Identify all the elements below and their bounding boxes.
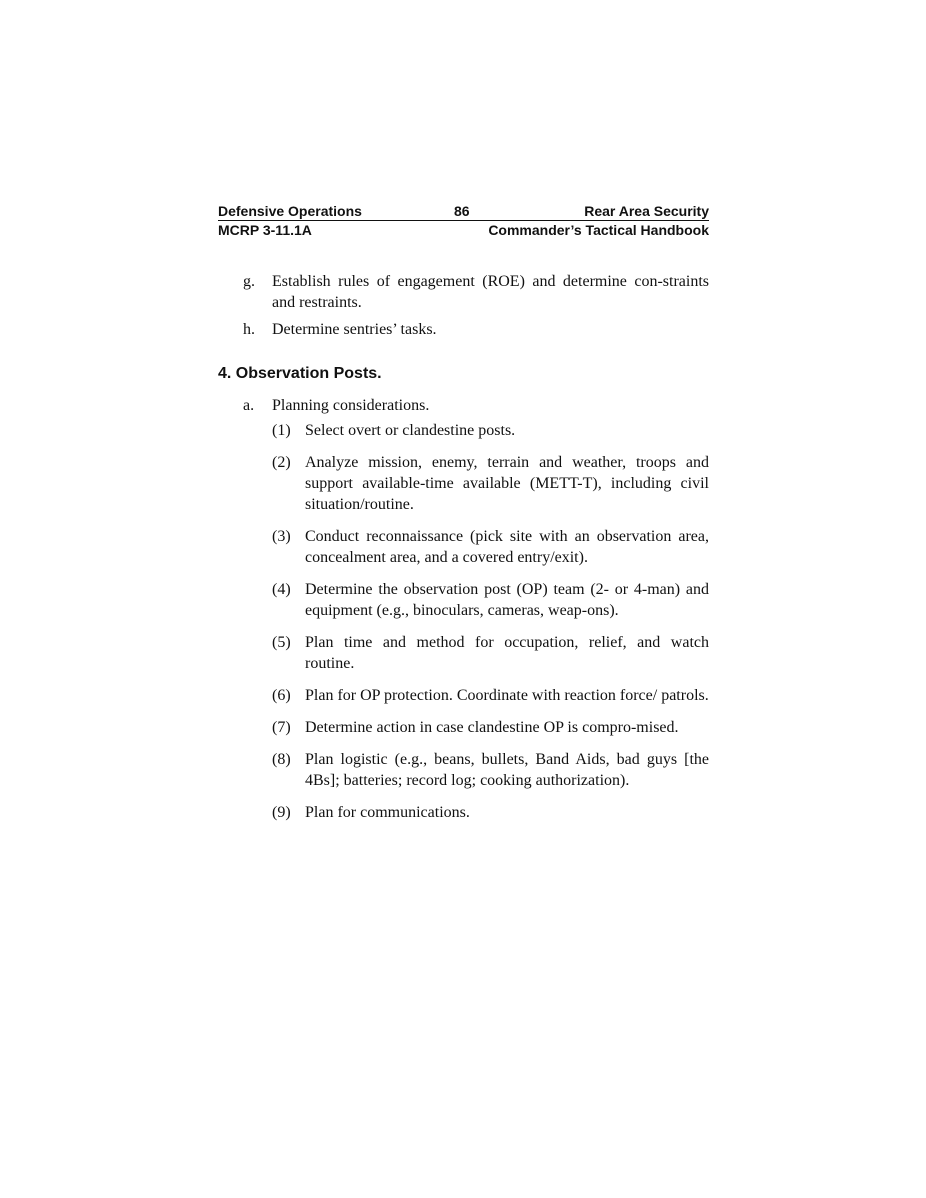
sub-list-marker: (7) [272, 719, 291, 736]
sub-list-marker: (3) [272, 528, 291, 545]
section-heading: 4. Observation Posts. [218, 365, 382, 382]
header-row-bottom [218, 221, 709, 239]
sub-list-item [218, 632, 709, 674]
document-body [218, 271, 709, 823]
list-marker: a. [243, 397, 255, 414]
sub-list-marker: (8) [272, 751, 291, 768]
sub-list-item-text: Plan for communications. [305, 804, 470, 821]
sub-list-marker: (6) [272, 687, 291, 704]
sub-list-item [218, 717, 709, 738]
sub-list-marker: (2) [272, 454, 291, 471]
header-publication-id: MCRP 3-11.1A [218, 222, 312, 238]
sub-list-item-text: Plan for OP protection. Coordinate with reaction force/ patrols. [305, 687, 709, 704]
sub-list-marker: (5) [272, 634, 291, 651]
list-item-text: Planning considerations. [272, 397, 430, 414]
sub-list-item-text: Determine the observation post (OP) team (2- or 4-man) and equipment (e.g., binoculars, cameras, weap-ons). [305, 581, 709, 619]
sub-list-item [218, 749, 709, 791]
list-item [218, 395, 709, 416]
sub-list [218, 420, 709, 823]
sub-list-item-text: Plan logistic (e.g., beans, bullets, Band Aids, bad guys [the 4Bs]; batteries; record log; cooking authorization). [305, 751, 709, 789]
sub-list-item-text: Determine action in case clandestine OP is compro-mised. [305, 719, 679, 736]
list-item-text: Determine sentries’ tasks. [272, 321, 437, 338]
running-header [218, 202, 709, 239]
sub-list-item [218, 579, 709, 621]
header-chapter-title: Defensive Operations [218, 203, 362, 219]
header-publication-title: Commander’s Tactical Handbook [488, 222, 709, 238]
sub-list-item [218, 526, 709, 568]
sub-list-item [218, 452, 709, 515]
document-page [218, 202, 709, 834]
sub-list-marker: (9) [272, 804, 291, 821]
sub-list-marker: (1) [272, 422, 291, 439]
header-section-title: Rear Area Security [584, 203, 709, 219]
sub-list-marker: (4) [272, 581, 291, 598]
sub-list-item [218, 802, 709, 823]
list-item [218, 271, 709, 313]
list-marker: g. [243, 273, 255, 290]
sub-list-item-text: Plan time and method for occupation, relief, and watch routine. [305, 634, 709, 672]
list-item [218, 319, 709, 340]
sub-list-item-text: Analyze mission, enemy, terrain and weather, troops and support available-time available (METT-T), including civil situation/routine. [305, 454, 709, 513]
sub-list-item-text: Select overt or clandestine posts. [305, 422, 516, 439]
sub-list-item [218, 685, 709, 706]
sub-list-item [218, 420, 709, 441]
header-row-top [218, 202, 709, 221]
sub-list-item-text: Conduct reconnaissance (pick site with an observation area, concealment area, and a covered entry/exit). [305, 528, 709, 566]
list-item-text: Establish rules of engagement (ROE) and determine con-straints and restraints. [272, 273, 709, 311]
page-number: 86 [454, 203, 470, 219]
list-marker: h. [243, 321, 255, 338]
